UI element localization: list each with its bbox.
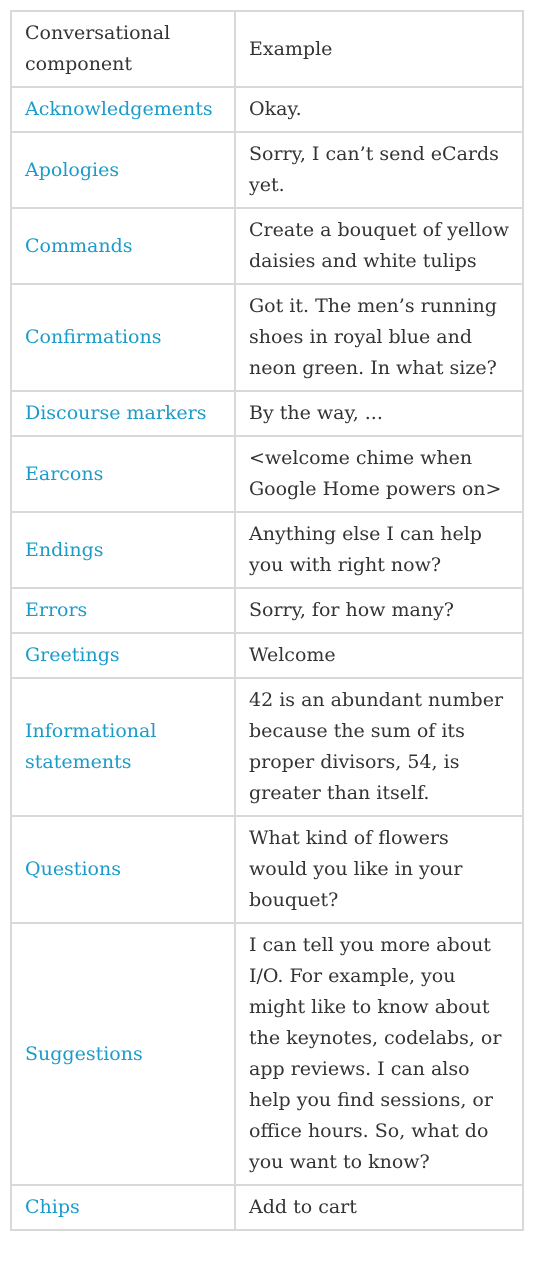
components-table-container (10, 10, 522, 1231)
component-cell: Greetings (11, 633, 235, 678)
component-cell: Informational statements (11, 678, 235, 816)
component-cell: Suggestions (11, 923, 235, 1185)
table-row (11, 816, 523, 923)
component-cell: Apologies (11, 132, 235, 208)
table-row (11, 87, 523, 132)
header-example: Example (235, 11, 523, 87)
example-cell: Sorry, I can’t send eCards yet. (235, 132, 523, 208)
example-cell: I can tell you more about I/O. For example, you might like to know about the keynotes, codelabs, or app reviews. I can also help you find sessions, or office hours. So, what do you want to know? (235, 923, 523, 1185)
example-cell: Okay. (235, 87, 523, 132)
component-cell: Endings (11, 512, 235, 588)
table-row (11, 588, 523, 633)
table-row (11, 512, 523, 588)
example-cell: Anything else I can help you with right now? (235, 512, 523, 588)
component-cell: Questions (11, 816, 235, 923)
component-cell: Confirmations (11, 284, 235, 391)
table-row (11, 208, 523, 284)
component-cell: Chips (11, 1185, 235, 1230)
example-cell: <welcome chime when Google Home powers on> (235, 436, 523, 512)
component-cell: Discourse markers (11, 391, 235, 436)
example-cell: 42 is an abundant number because the sum of its proper divisors, 54, is greater than itself. (235, 678, 523, 816)
component-cell: Errors (11, 588, 235, 633)
table-row (11, 436, 523, 512)
table-row (11, 1185, 523, 1230)
table-row (11, 284, 523, 391)
example-cell: Add to cart (235, 1185, 523, 1230)
table-row (11, 633, 523, 678)
conversational-components-table (10, 10, 524, 1231)
example-cell: Sorry, for how many? (235, 588, 523, 633)
component-cell: Earcons (11, 436, 235, 512)
table-row (11, 132, 523, 208)
component-cell: Commands (11, 208, 235, 284)
header-conversational-component: Conversational component (11, 11, 235, 87)
table-row (11, 678, 523, 816)
example-cell: What kind of flowers would you like in your bouquet? (235, 816, 523, 923)
example-cell: Create a bouquet of yellow daisies and white tulips (235, 208, 523, 284)
example-cell: By the way, ... (235, 391, 523, 436)
example-cell: Got it. The men’s running shoes in royal blue and neon green. In what size? (235, 284, 523, 391)
table-header-row (11, 11, 523, 87)
example-cell: Welcome (235, 633, 523, 678)
table-row (11, 391, 523, 436)
component-cell: Acknowledgements (11, 87, 235, 132)
table-row (11, 923, 523, 1185)
